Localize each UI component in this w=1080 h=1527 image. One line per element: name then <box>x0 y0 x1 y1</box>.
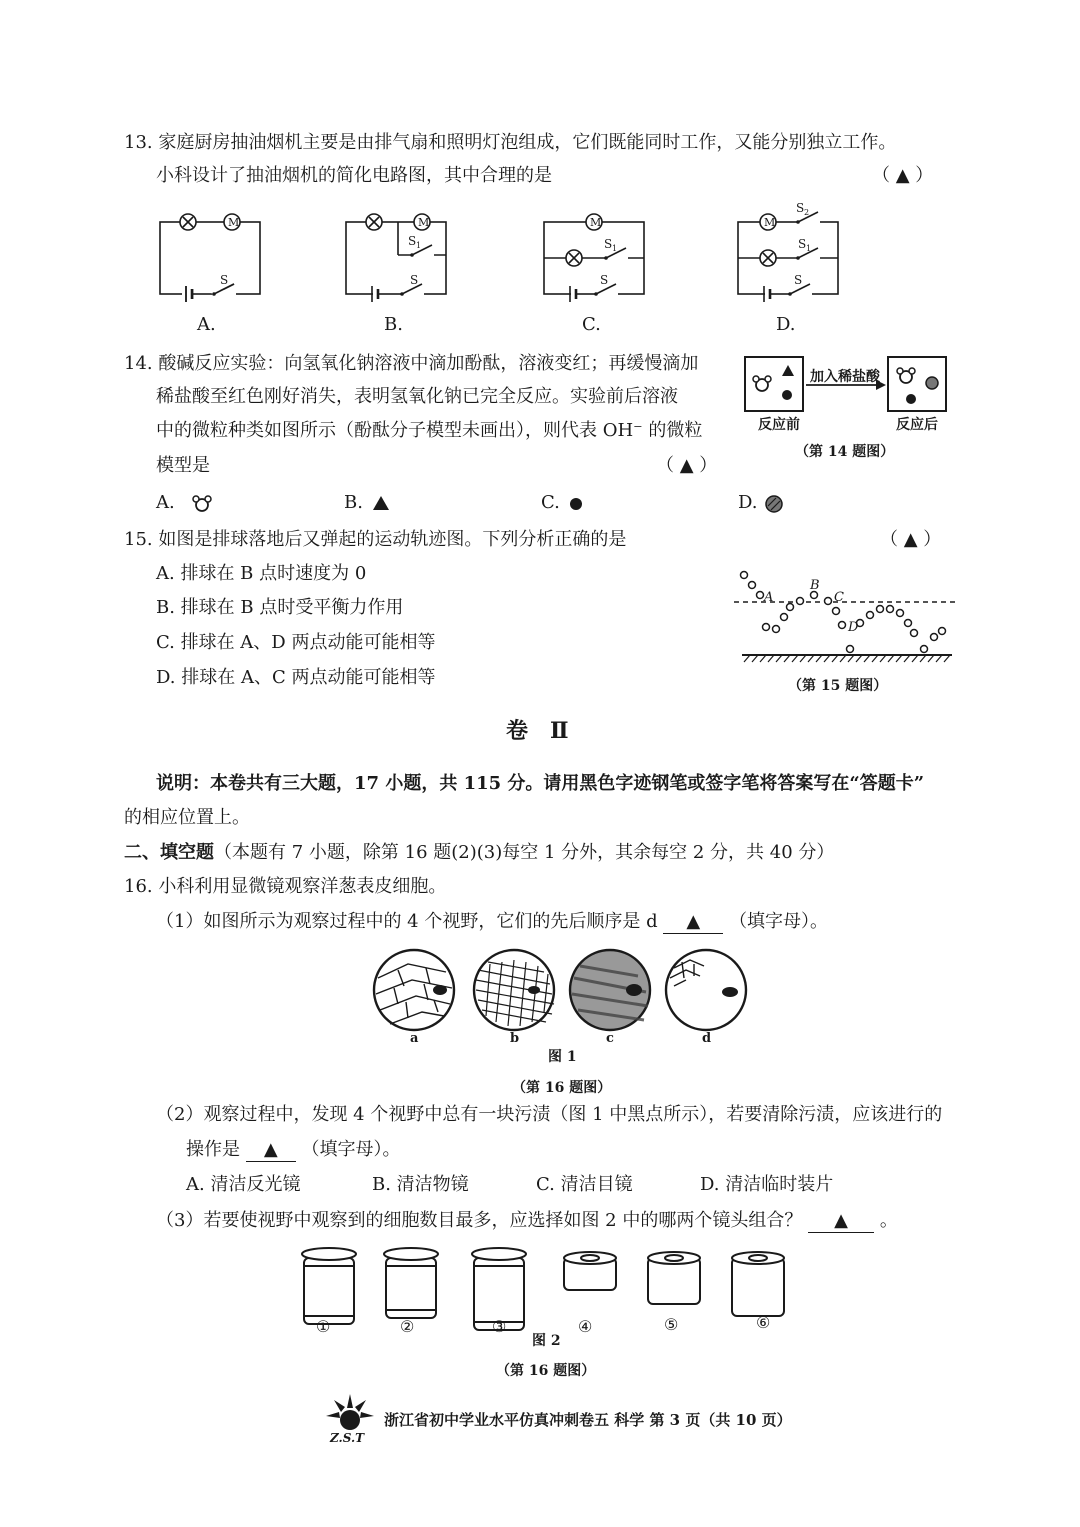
q14-option-c-dot-icon <box>568 496 584 512</box>
q14-option-c: C. <box>541 492 560 513</box>
svg-text:Z.S.T: Z.S.T <box>330 1431 365 1445</box>
svg-text:S: S <box>794 273 803 287</box>
q14-option-a-ring-molecule-icon <box>190 494 214 514</box>
q16-fig2-lenses <box>290 1240 800 1340</box>
q13-circuit-a <box>150 200 280 310</box>
svg-text:D: D <box>848 620 859 635</box>
q16-part1: （1）如图所示为观察过程中的 4 个视野，它们的先后顺序是 d ▲ （填字母）。 <box>156 911 829 932</box>
svg-text:B: B <box>810 578 820 593</box>
q14-stem-line3: 中的微粒种类如图所示（酚酞分子模型未画出），则代表 OH⁻ 的微粒 <box>156 420 703 441</box>
q16-fig2-title: 图 2 <box>532 1333 561 1349</box>
q13-option-b: B. <box>384 314 403 335</box>
svg-text:C: C <box>834 590 844 605</box>
q16-part2-line2: 操作是 ▲ （填字母）。 <box>186 1139 401 1160</box>
svg-text:⑥: ⑥ <box>756 1313 771 1332</box>
svg-text:A: A <box>764 590 774 605</box>
q16-part3: （3）若要使视野中观察到的细胞数目最多，应选择如图 2 中的哪两个镜头组合？ ▲ 。 <box>156 1210 898 1231</box>
q13-circuit-b <box>336 200 466 310</box>
q16-fig2-caption: （第 16 题图） <box>496 1363 596 1379</box>
svg-text:b: b <box>510 1031 520 1046</box>
svg-text:S: S <box>604 237 613 251</box>
svg-text:S: S <box>796 201 805 215</box>
q16-part2-option-d: D. 清洁临时装片 <box>700 1174 834 1195</box>
q16-stem: 16. 小科利用显微镜观察洋葱表皮细胞。 <box>124 876 447 897</box>
svg-text:1: 1 <box>612 244 618 253</box>
svg-text:M: M <box>764 216 776 229</box>
q15-option-d: D. 排球在 A、C 两点动能可能相等 <box>156 667 436 688</box>
q16-part3-blank[interactable]: ▲ <box>808 1210 874 1233</box>
q16-part2-blank[interactable]: ▲ <box>246 1139 296 1162</box>
footer-text: 浙江省初中学业水平仿真冲刺卷五 科学 第 3 页（共 10 页） <box>384 1411 792 1429</box>
q14-fig-caption: （第 14 题图） <box>795 444 895 460</box>
svg-text:c: c <box>606 1031 614 1046</box>
q14-stem-line1: 14. 酸碱反应实验：向氢氧化钠溶液中滴加酚酞，溶液变红；再缓慢滴加 <box>124 353 699 374</box>
q15-option-a: A. 排球在 B 点时速度为 0 <box>156 563 367 584</box>
svg-text:②: ② <box>400 1317 415 1336</box>
q16-fig1-microscope-fields <box>368 950 758 1060</box>
q16-part1-blank[interactable]: ▲ <box>663 911 723 934</box>
q16-part2-option-a: A. 清洁反光镜 <box>186 1174 301 1195</box>
q15-option-b: B. 排球在 B 点时受平衡力作用 <box>156 597 404 618</box>
svg-text:S: S <box>600 273 609 287</box>
q13-circuit-d <box>728 200 858 310</box>
section-title: 卷 Ⅱ <box>506 718 569 744</box>
q14-answer-slot: （ ▲ ） <box>656 455 718 476</box>
svg-text:S: S <box>408 234 417 248</box>
svg-text:①: ① <box>316 1317 331 1336</box>
svg-text:⑤: ⑤ <box>664 1315 679 1334</box>
q16-part2-option-c: C. 清洁目镜 <box>536 1174 633 1195</box>
section-note: 说明：本卷共有三大题，17 小题，共 115 分。请用黑色字迹钢笔或签字笔将答案写在“答题卡” <box>156 773 925 794</box>
svg-text:S: S <box>220 273 229 287</box>
section-note-cont: 的相应位置上。 <box>124 807 250 828</box>
q14-fig-arrow-label: 加入稀盐酸 <box>810 369 880 385</box>
q16-part2-line1: （2）观察过程中，发现 4 个视野中总有一块污渍（图 1 中黑点所示），若要清除污渍，应该进行的 <box>156 1104 943 1125</box>
q13-option-a: A. <box>197 314 216 335</box>
svg-text:1: 1 <box>806 244 812 253</box>
q14-option-d-hatched-icon <box>764 494 784 514</box>
publisher-logo-icon <box>322 1392 378 1448</box>
q14-fig-after-label: 反应后 <box>896 417 938 433</box>
q15-option-c: C. 排球在 A、D 两点动能可能相等 <box>156 632 436 653</box>
q16-fig1-title: 图 1 <box>548 1049 577 1065</box>
motor-label: M <box>228 216 240 229</box>
q13-option-d: D. <box>776 314 796 335</box>
q13-circuit-c <box>534 200 664 310</box>
svg-text:④: ④ <box>578 1317 593 1336</box>
part-heading: 二、填空题（本题有 7 小题，除第 16 题(2)(3)每空 1 分外，其余每空 2 分，共 40 分） <box>124 842 835 863</box>
q14-fig-before-label: 反应前 <box>758 417 800 433</box>
svg-text:M: M <box>590 216 602 229</box>
svg-text:2: 2 <box>804 208 810 217</box>
q15-trajectory-figure <box>730 565 960 665</box>
q14-option-a: A. <box>156 492 175 513</box>
q14-stem-line2: 稀盐酸至红色刚好消失，表明氢氧化钠已完全反应。实验前后溶液 <box>156 386 678 407</box>
q14-stem-line4: 模型是 <box>156 455 210 476</box>
svg-text:③: ③ <box>492 1317 507 1336</box>
svg-text:M: M <box>418 216 430 229</box>
q16-part2-option-b: B. 清洁物镜 <box>372 1174 469 1195</box>
svg-text:1: 1 <box>416 241 422 250</box>
q14-option-b: B. <box>344 492 363 513</box>
svg-text:S: S <box>410 273 419 287</box>
q13-stem-line2: 小科设计了抽油烟机的简化电路图，其中合理的是 <box>156 165 552 186</box>
svg-text:d: d <box>702 1031 712 1046</box>
q13-stem-line1: 13. 家庭厨房抽油烟机主要是由排气扇和照明灯泡组成，它们既能同时工作，又能分别独立工作。 <box>124 132 897 153</box>
q13-option-c: C. <box>582 314 601 335</box>
q13-answer-slot: （ ▲ ） <box>872 165 934 186</box>
q16-fig1-caption: （第 16 题图） <box>512 1080 612 1096</box>
q15-answer-slot: （ ▲ ） <box>880 529 942 550</box>
q15-fig-caption: （第 15 题图） <box>788 678 888 694</box>
q14-option-d: D. <box>738 492 758 513</box>
svg-text:S: S <box>798 237 807 251</box>
q15-stem: 15. 如图是排球落地后又弹起的运动轨迹图。下列分析正确的是 <box>124 529 627 550</box>
q14-option-b-triangle-icon <box>372 495 390 511</box>
svg-text:a: a <box>410 1031 419 1046</box>
